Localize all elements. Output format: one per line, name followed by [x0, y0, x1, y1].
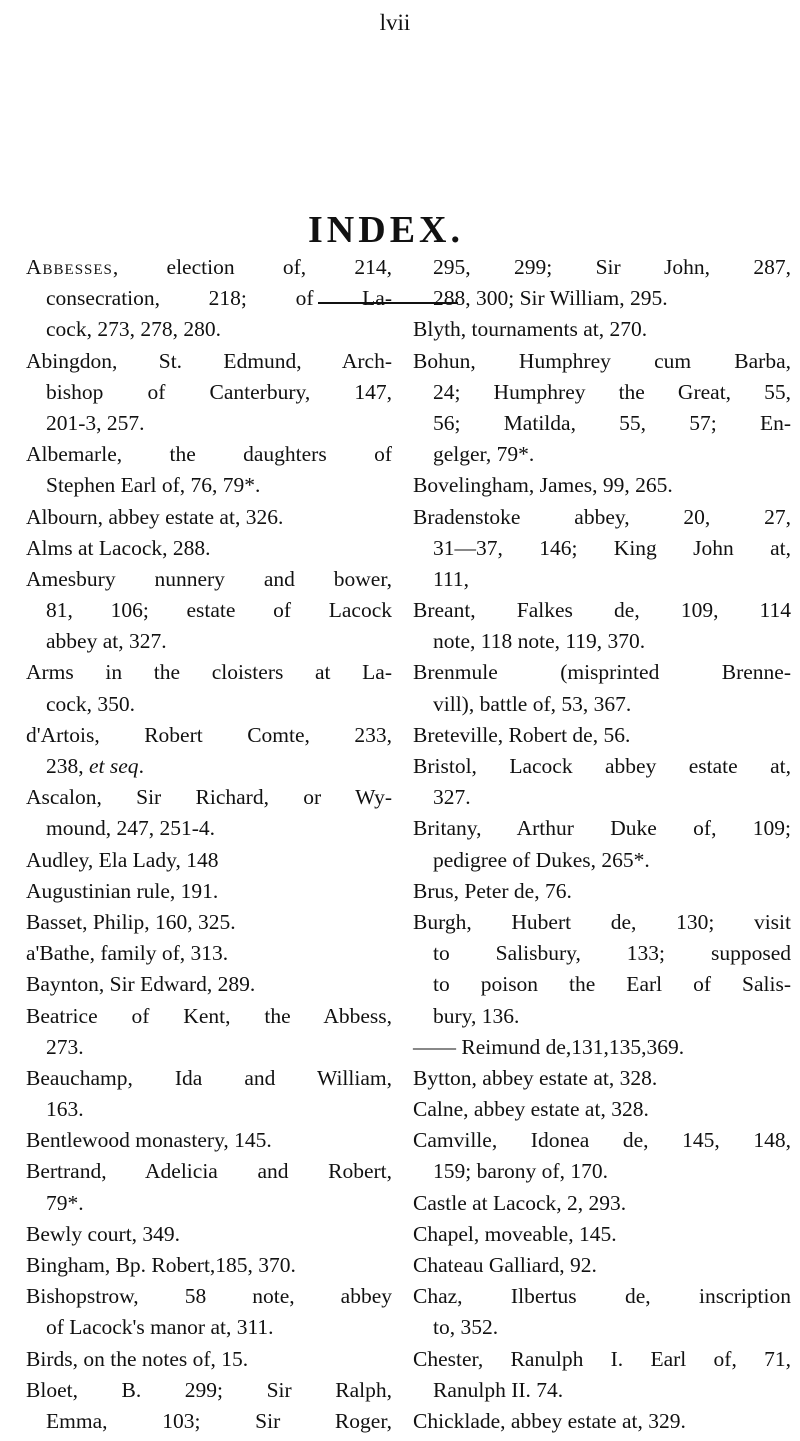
index-line: Brenmule (misprinted Brenne-: [413, 660, 791, 685]
index-line: Brus, Peter de, 76.: [413, 878, 572, 903]
index-line: Bertrand, Adelicia and Robert,: [26, 1159, 392, 1184]
index-line: 159; barony of, 170.: [433, 1159, 608, 1184]
index-entry: [26, 1344, 392, 1375]
index-entry: [413, 346, 791, 471]
index-line: bishop of Canterbury, 147,: [46, 379, 392, 404]
index-entry: [26, 346, 392, 440]
index-entry: [26, 1001, 392, 1063]
index-line: Basset, Philip, 160, 325.: [26, 909, 236, 934]
index-entry: [413, 1032, 791, 1063]
index-entry: [26, 564, 392, 658]
index-line: pedigree of Dukes, 265*.: [433, 847, 650, 872]
index-entry: [413, 1188, 791, 1219]
index-line: 201-3, 257.: [46, 410, 145, 435]
index-line: Bytton, abbey estate at, 328.: [413, 1065, 658, 1090]
index-line: consecration, 218; of La-: [46, 286, 392, 311]
page-number: lvii: [379, 10, 411, 35]
index-line: Bingham, Bp. Robert,185, 370.: [26, 1253, 296, 1277]
index-line: Abingdon, St. Edmund, Arch-: [26, 348, 392, 373]
index-line: Breteville, Robert de, 56.: [413, 722, 631, 747]
index-entry: [26, 907, 392, 938]
index-entry: [413, 252, 791, 314]
index-line: Ascalon, Sir Richard, or Wy-: [26, 785, 392, 810]
index-line: Ranulph II. 74.: [433, 1377, 564, 1402]
index-line: Castle at Lacock, 2, 293.: [413, 1190, 627, 1215]
index-entry: [413, 751, 791, 813]
index-line: 295, 299; Sir John, 287,: [433, 255, 791, 279]
index-entry: [26, 876, 392, 907]
index-entry: [26, 252, 392, 346]
index-entry: [26, 1375, 392, 1437]
page-title: INDEX.: [308, 209, 464, 251]
index-entry: [413, 1094, 791, 1125]
index-entry: [413, 1344, 791, 1406]
index-line: Bewly court, 349.: [26, 1221, 181, 1246]
index-line: 163.: [46, 1097, 84, 1122]
index-entry: [26, 1281, 392, 1343]
entry-heading: Abbesses: [26, 255, 113, 279]
index-line: Arms in the cloisters at La-: [26, 660, 392, 685]
index-line: 24; Humphrey the Great, 55,: [433, 379, 791, 404]
index-line: cock, 273, 278, 280.: [46, 317, 221, 342]
index-entry: [26, 1063, 392, 1125]
index-column-right: [413, 252, 791, 1437]
index-entry: [413, 813, 791, 875]
index-line: note, 118 note, 119, 370.: [433, 629, 646, 654]
index-line: Alms at Lacock, 288.: [26, 535, 211, 560]
index-line: 327.: [433, 785, 471, 810]
index-entry: [26, 1250, 392, 1281]
index-line: to Salisbury, 133; supposed: [433, 941, 791, 966]
index-line: to, 352.: [433, 1315, 499, 1340]
index-line: bury, 136.: [433, 1003, 520, 1028]
index-line: Chateau Galliard, 92.: [413, 1253, 597, 1277]
index-entry: [413, 314, 791, 345]
index-entry: [413, 470, 791, 501]
index-entry: [413, 1125, 791, 1187]
index-entry: [26, 1156, 392, 1218]
index-entry: [413, 1281, 791, 1343]
index-line: Bohun, Humphrey cum Barba,: [413, 348, 791, 373]
index-line: to poison the Earl of Salis-: [433, 972, 791, 997]
index-line: 31—37, 146; King John at,: [433, 535, 791, 560]
index-line: Augustinian rule, 191.: [26, 878, 219, 903]
index-line: of Lacock's manor at, 311.: [46, 1315, 274, 1340]
index-line: Bovelingham, James, 99, 265.: [413, 473, 673, 498]
index-entry: [413, 1250, 791, 1281]
index-entry: [413, 595, 791, 657]
index-entry: [26, 502, 392, 533]
line-segment: , election of, 214,: [112, 255, 392, 279]
index-entry: [413, 1406, 791, 1437]
index-line: Albourn, abbey estate at, 326.: [26, 504, 284, 529]
index-entry: [26, 657, 392, 719]
index-line: Emma, 103; Sir Roger,: [46, 1408, 392, 1433]
index-line: a'Bathe, family of, 313.: [26, 941, 229, 966]
line-segment: 238,: [46, 754, 89, 778]
index-line: Stephen Earl of, 76, 79*.: [46, 473, 261, 498]
index-line: —— Reimund de,131,135,369.: [413, 1034, 685, 1059]
index-line: 79*.: [46, 1190, 84, 1215]
index-line: [26, 252, 392, 283]
index-line: Bloet, B. 299; Sir Ralph,: [26, 1377, 392, 1402]
index-entry: [413, 907, 791, 1032]
index-entry: [413, 657, 791, 719]
index-line: Blyth, tournaments at, 270.: [413, 317, 648, 342]
index-entry: [26, 969, 392, 1000]
index-line: Bradenstoke abbey, 20, 27,: [413, 504, 791, 529]
line-segment: .: [138, 754, 144, 778]
index-line: Bentlewood monastery, 145.: [26, 1128, 272, 1153]
index-entry: [413, 1219, 791, 1250]
index-line: Chaz, Ilbertus de, inscription: [413, 1284, 791, 1309]
index-entry: [26, 845, 392, 876]
index-line: Breant, Falkes de, 109, 114: [413, 598, 791, 623]
index-line: Beauchamp, Ida and William,: [26, 1065, 392, 1090]
index-entry: [26, 938, 392, 969]
index-line: Camville, Idonea de, 145, 148,: [413, 1128, 791, 1153]
index-line: Burgh, Hubert de, 130; visit: [413, 909, 791, 934]
index-line: Bristol, Lacock abbey estate at,: [413, 754, 791, 778]
index-entry: [26, 533, 392, 564]
index-line: Albemarle, the daughters of: [26, 442, 392, 467]
index-line: cock, 350.: [46, 691, 135, 716]
index-entry: [413, 1063, 791, 1094]
index-line: Chicklade, abbey estate at, 329.: [413, 1408, 686, 1433]
index-entry: [413, 502, 791, 596]
index-line: Baynton, Sir Edward, 289.: [26, 972, 256, 997]
index-line: 111,: [433, 566, 470, 591]
index-entry: [26, 1219, 392, 1250]
index-line: Chester, Ranulph I. Earl of, 71,: [413, 1346, 791, 1371]
index-entry: [413, 876, 791, 907]
index-line: Chapel, moveable, 145.: [413, 1221, 617, 1246]
index-line: [26, 751, 392, 782]
index-entry: [26, 720, 392, 782]
index-line: Beatrice of Kent, the Abbess,: [26, 1003, 392, 1028]
index-column-left: [26, 252, 392, 1437]
index-entry: [413, 720, 791, 751]
italic-text: et seq: [89, 754, 139, 778]
index-line: Calne, abbey estate at, 328.: [413, 1097, 649, 1122]
index-line: 288, 300; Sir William, 295.: [433, 286, 668, 311]
index-line: 81, 106; estate of Lacock: [46, 598, 392, 623]
index-line: Birds, on the notes of, 15.: [26, 1346, 249, 1371]
index-entry: [26, 439, 392, 501]
index-line: gelger, 79*.: [433, 442, 535, 467]
index-line: Audley, Ela Lady, 148: [26, 847, 219, 872]
index-line: Bishopstrow, 58 note, abbey: [26, 1284, 392, 1309]
index-line: mound, 247, 251-4.: [46, 816, 216, 841]
index-line: 273.: [46, 1034, 84, 1059]
index-entry: [26, 782, 392, 844]
index-line: d'Artois, Robert Comte, 233,: [26, 722, 392, 747]
index-line: Britany, Arthur Duke of, 109;: [413, 816, 791, 841]
index-line: 56; Matilda, 55, 57; En-: [433, 410, 791, 435]
index-entry: [26, 1125, 392, 1156]
index-line: Amesbury nunnery and bower,: [26, 566, 392, 591]
index-line: vill), battle of, 53, 367.: [433, 691, 632, 716]
index-line: abbey at, 327.: [46, 629, 167, 654]
